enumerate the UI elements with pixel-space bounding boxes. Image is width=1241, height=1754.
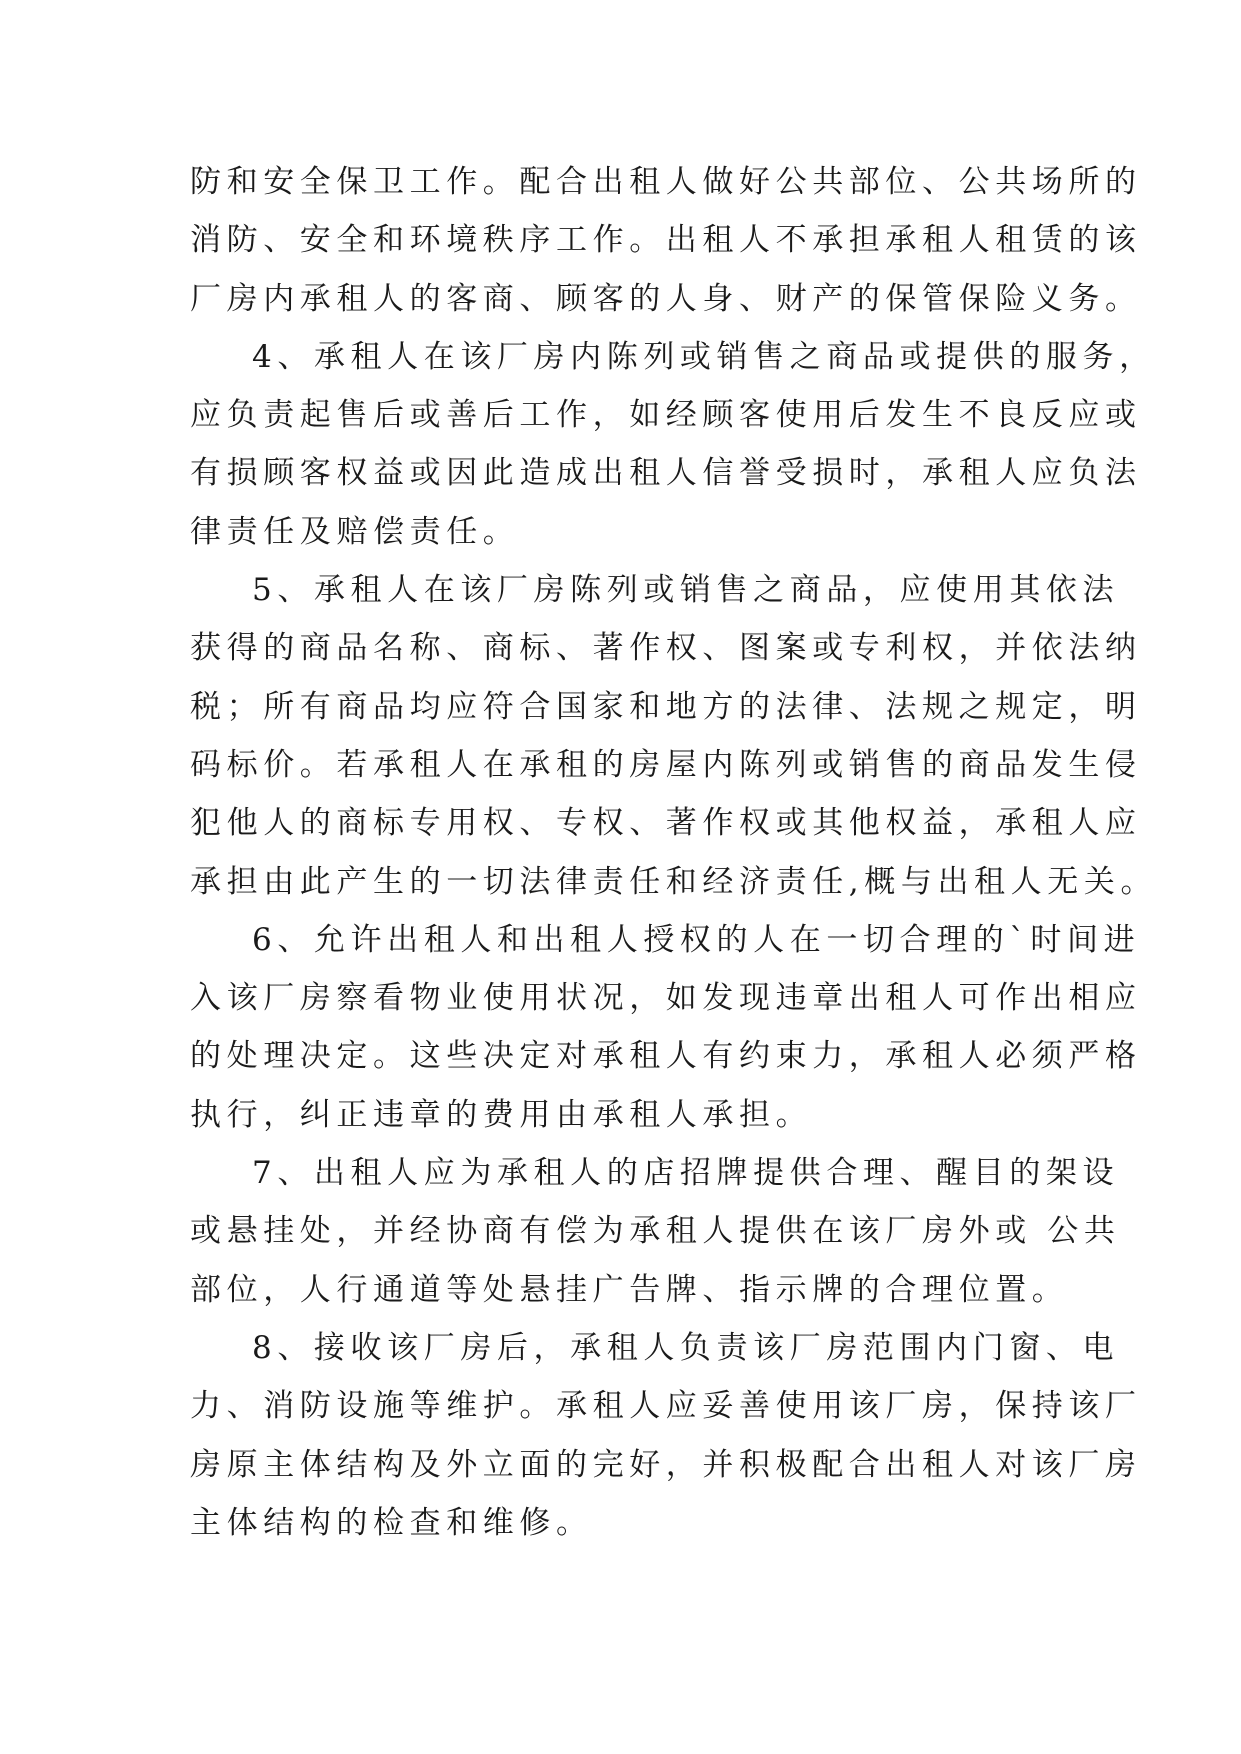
text-line: 厂房内承租人的客商、顾客的人身、财产的保管保险义务。 bbox=[190, 280, 1142, 317]
text-line: 应负责起售后或善后工作，如经顾客使用后发生不良反应或 bbox=[190, 397, 1142, 434]
clause-7-first-line: 7、出租人应为承租人的店招牌提供合理、醒目的架设 bbox=[252, 1155, 1120, 1192]
text-line: 犯他人的商标专用权、专权、著作权或其他权益，承租人应 bbox=[190, 805, 1142, 842]
text-line: 承担由此产生的一切法律责任和经济责任,概与出租人无关。 bbox=[190, 863, 1158, 900]
document-body bbox=[190, 153, 1158, 1552]
text-line: 有损顾客权益或因此造成出租人信誉受损时，承租人应负法 bbox=[190, 455, 1142, 492]
text-line: 主体结构的检查和维修。 bbox=[190, 1504, 593, 1541]
clause-6-first-line: 6、允许出租人和出租人授权的人在一切合理的`时间进 bbox=[252, 921, 1141, 958]
text-line: 力、消防设施等维护。承租人应妥善使用该厂房，保持该厂 bbox=[190, 1388, 1142, 1425]
text-line: 房原主体结构及外立面的完好，并积极配合出租人对该厂房 bbox=[190, 1446, 1142, 1483]
text-line: 防和安全保卫工作。配合出租人做好公共部位、公共场所的 bbox=[190, 164, 1142, 200]
text-line: 获得的商品名称、商标、著作权、图案或专利权，并依法纳 bbox=[190, 630, 1142, 667]
clause-4-first-line: 4、承租人在该厂房内陈列或销售之商品或提供的服务， bbox=[252, 338, 1156, 375]
clause-8-first-line: 8、接收该厂房后，承租人负责该厂房范围内门窗、电 bbox=[252, 1329, 1120, 1366]
text-line: 执行，纠正违章的费用由承租人承担。 bbox=[190, 1096, 813, 1133]
text-line: 税；所有商品均应符合国家和地方的法律、法规之规定，明 bbox=[190, 688, 1142, 725]
text-line: 或悬挂处，并经协商有偿为承租人提供在该厂房外或 公共 bbox=[190, 1213, 1121, 1250]
text-line: 律责任及赔偿责任。 bbox=[190, 513, 520, 550]
text-line: 消防、安全和环境秩序工作。出租人不承担承租人租赁的该 bbox=[190, 222, 1142, 259]
text-line: 的处理决定。这些决定对承租人有约束力，承租人必须严格 bbox=[190, 1038, 1142, 1075]
text-line: 码标价。若承租人在承租的房屋内陈列或销售的商品发生侵 bbox=[190, 746, 1142, 783]
text-line: 部位，人行通道等处悬挂广告牌、指示牌的合理位置。 bbox=[190, 1271, 1069, 1308]
text-line: 入该厂房察看物业使用状况，如发现违章出租人可作出相应 bbox=[190, 980, 1142, 1017]
clause-5-first-line: 5、承租人在该厂房陈列或销售之商品，应使用其依法 bbox=[252, 572, 1120, 609]
